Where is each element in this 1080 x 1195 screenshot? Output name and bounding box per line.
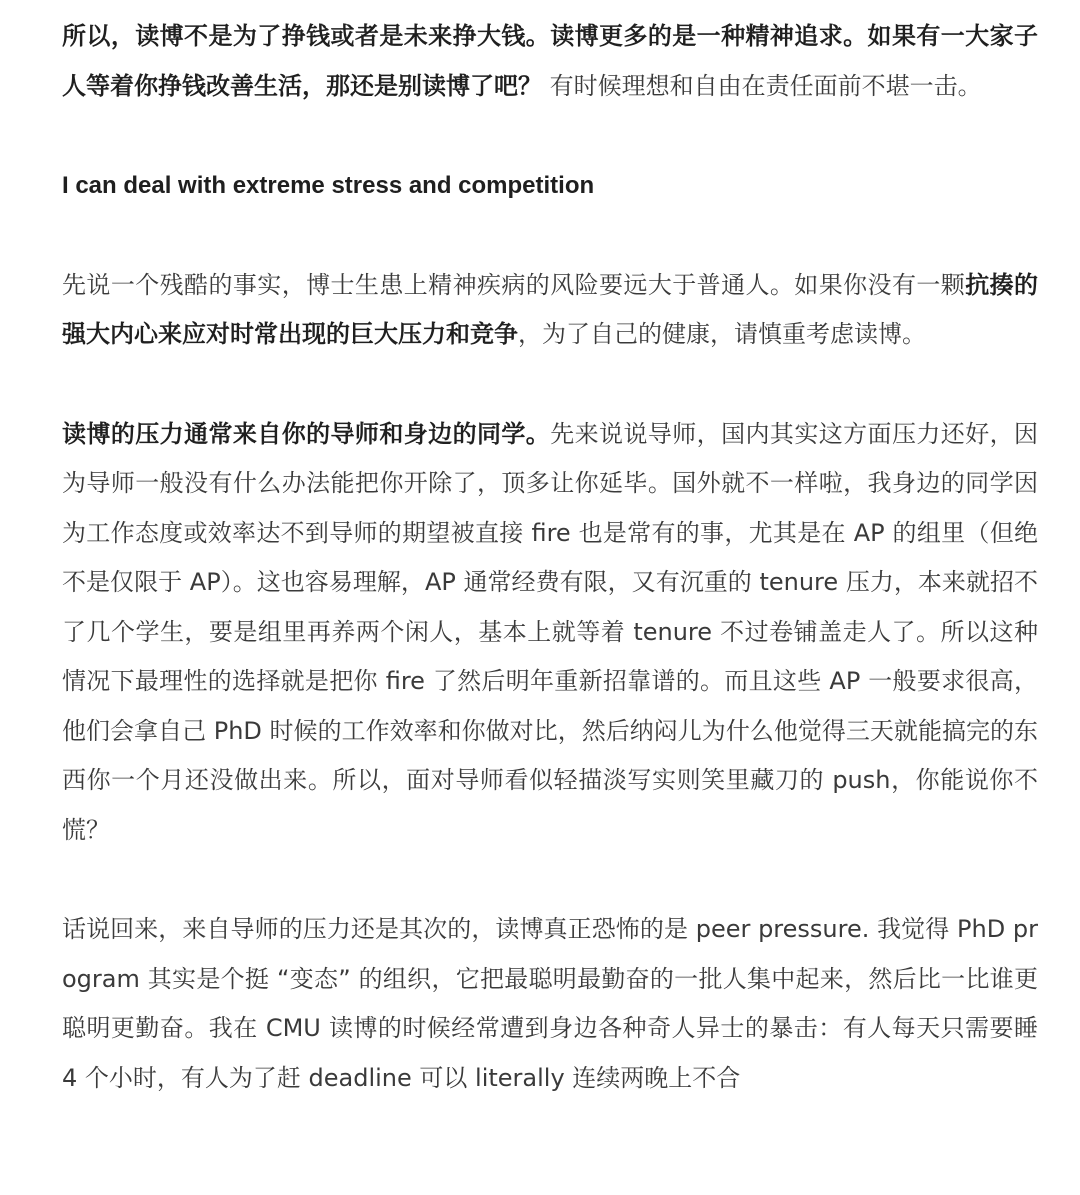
paragraph-text: 话说回来，来自导师的压力还是其次的，读博真正恐怖的是 peer pressure. 我觉得 PhD program 其实是个挺 “变态” 的组织，它把最聪明最勤奋的一批人集中起来，然后比一比谁更聪明更勤奋。我在 CMU 读博的时候经常遭到身边各种奇人异士的暴击：有人每天只需要睡 4 个小时，有人为了赶 deadline 可以 literally 连续两晚上不合 <box>62 915 1038 1092</box>
paragraph-mental-health <box>62 261 1038 360</box>
paragraph-text: 先说一个残酷的事实，博士生患上精神疾病的风险要远大于普通人。如果你没有一颗 <box>62 270 966 299</box>
paragraph-text: 有时候理想和自由在责任面前不堪一击。 <box>549 71 982 100</box>
paragraph-text: 先来说说导师，国内其实这方面压力还好，因为导师一般没有什么办法能把你开除了，顶多让你延毕。国外就不一样啦，我身边的同学因为工作态度或效率达不到导师的期望被直接 fire 也是常有的事，尤其是在 AP 的组里（但绝不是仅限于 AP）。这也容易理解，AP 通常经费有限，又有沉重的 tenure 压力，本来就招不了几个学生，要是组里再养两个闲人，基本上就等着 tenure 不过卷铺盖走人了。所以这种情况下最理性的选择就是把你 fire 了然后明年重新招靠谱的。而且这些 AP 一般要求很高，他们会拿自己 PhD 时候的工作效率和你做对比，然后纳闷儿为什么他觉得三天就能搞完的东西你一个月还没做出来。所以，面对导师看似轻描淡写实则笑里藏刀的 push，你能说你不慌？ <box>62 419 1039 844</box>
paragraph-money <box>62 12 1038 111</box>
paragraph-peer-pressure <box>62 905 1038 1103</box>
paragraph-advisor-pressure <box>62 410 1038 856</box>
bold-text: 读博的压力通常来自你的导师和身边的同学。 <box>62 419 551 448</box>
section-heading: I can deal with extreme stress and competition <box>62 172 595 199</box>
article-body <box>62 12 1038 1103</box>
paragraph-text: ，为了自己的健康，请慎重考虑读博。 <box>518 320 926 348</box>
bold-text: 抗揍的强大内心来应对时常出现的巨大压力和竞争 <box>62 270 1039 348</box>
bold-text: 所以，读博不是为了挣钱或者是未来挣大钱。读博更多的是一种精神追求。如果有一大家子人等着你挣钱改善生活，那还是别读博了吧？ <box>62 22 1038 100</box>
